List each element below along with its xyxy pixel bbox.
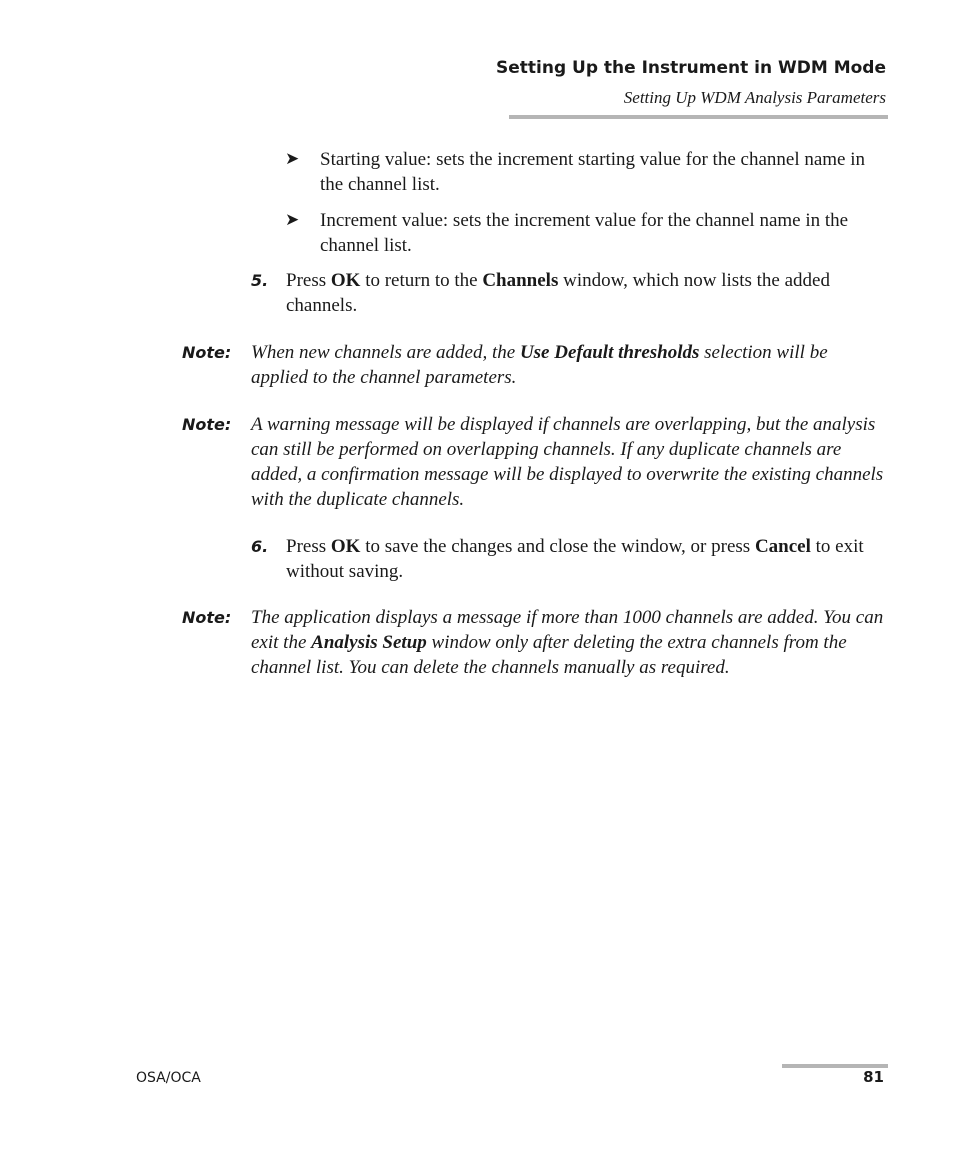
step-text: Press OK to return to the Channels window, which now lists the added channels. — [286, 270, 830, 316]
step-number: 5. — [251, 271, 269, 290]
note-text: A warning message will be displayed if channels are overlapping, but the analysis can still be performed on overlapping channels. If any duplicate channels are added, a confirmation message will be displayed to overwrite the existing channels with the duplicate channels. — [251, 414, 884, 510]
note-text: The application displays a message if more than 1000 channels are added. You can exit the Analysis Setup window only after deleting the extra channels from the channel list. You can delete the channels manually as required. — [251, 607, 884, 678]
header-subtitle: Setting Up WDM Analysis Parameters — [623, 88, 886, 107]
arrow-bullet-icon: ➤ — [285, 210, 300, 230]
note-text: When new channels are added, the Use Default thresholds selection will be applied to the channel parameters. — [251, 342, 828, 388]
footer-product: OSA/OCA — [136, 1070, 201, 1086]
header-rule — [509, 115, 888, 119]
page-number: 81 — [863, 1068, 884, 1086]
note-label: Note: — [182, 343, 232, 362]
step-number: 6. — [251, 537, 269, 556]
step-text: Press OK to save the changes and close the window, or press Cancel to exit without saving. — [286, 536, 864, 582]
note-label: Note: — [182, 415, 232, 434]
bullet-text: Increment value: sets the increment value for the channel name in the channel list. — [320, 210, 849, 256]
arrow-bullet-icon: ➤ — [285, 149, 300, 169]
header-title: Setting Up the Instrument in WDM Mode — [495, 58, 886, 78]
bullet-text: Starting value: sets the increment starting value for the channel name in the channel list. — [320, 149, 866, 195]
note-label: Note: — [182, 608, 232, 627]
